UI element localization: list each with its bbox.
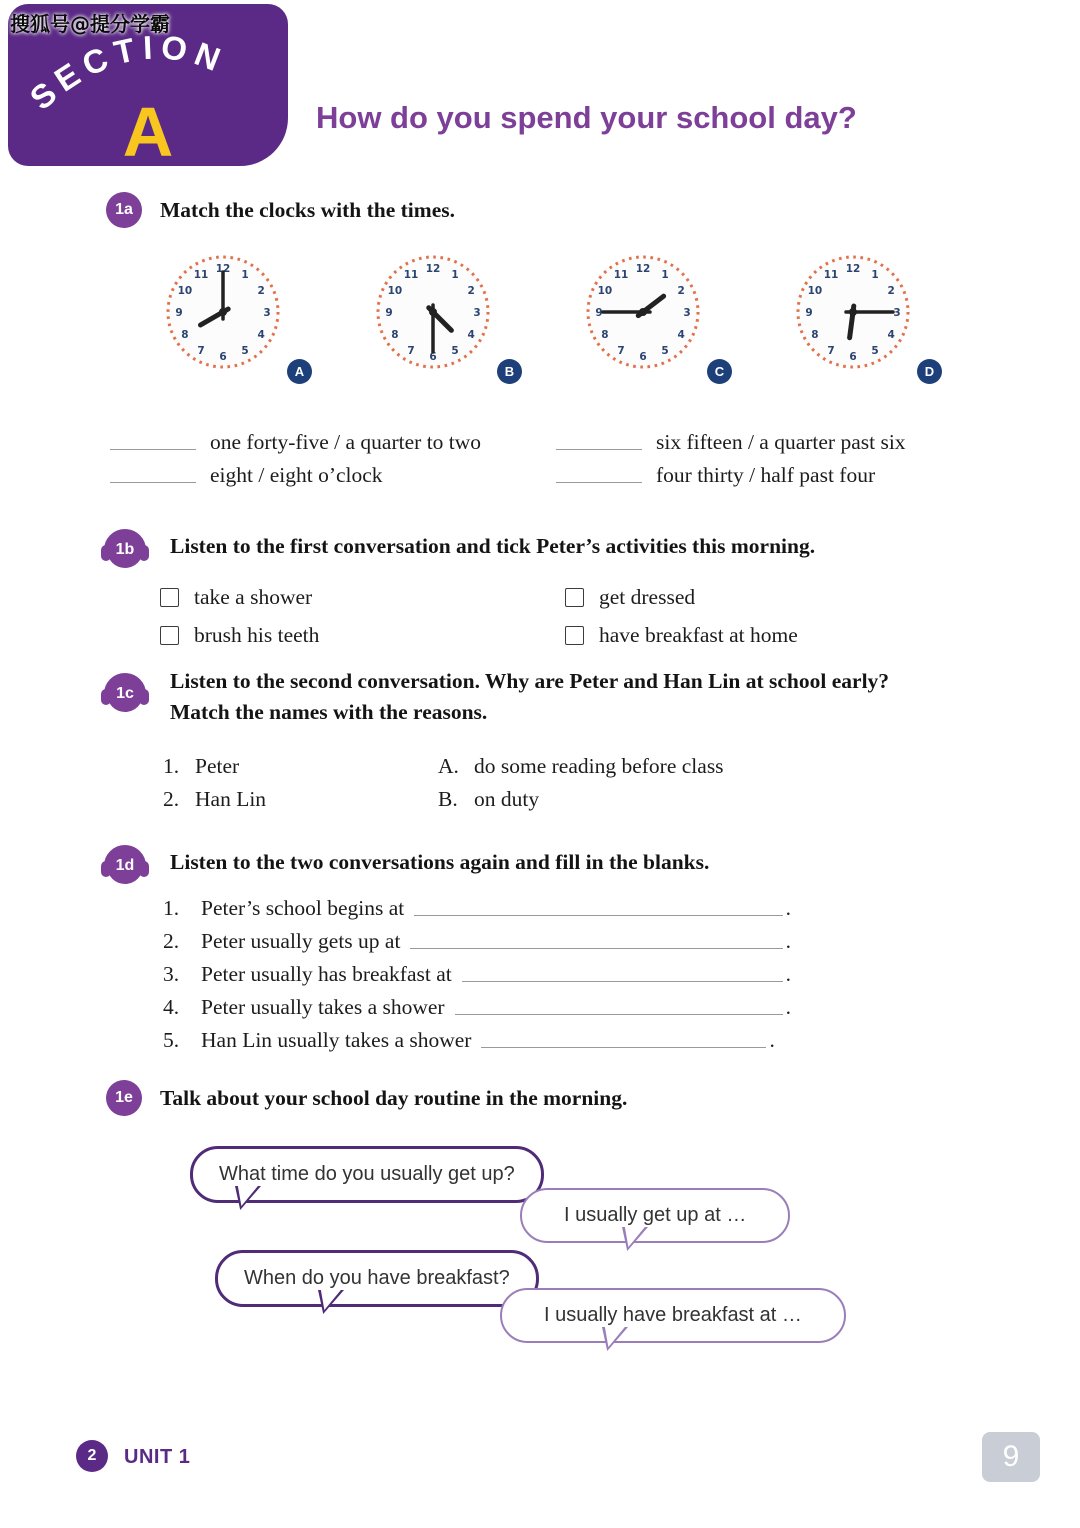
fill-item-text: Peter usually takes a shower	[201, 995, 445, 1019]
page-number: 9	[982, 1432, 1040, 1482]
clock-b	[328, 252, 538, 386]
checklist-label: get dressed	[599, 584, 696, 609]
period: .	[769, 1028, 775, 1052]
clock-c	[538, 252, 748, 386]
name-label: Peter	[195, 754, 240, 778]
exercise-1c-instruction: Listen to the second conversation. Why are Peter and Han Lin at school early? Match the names with the reasons.	[170, 669, 890, 724]
answer-blank	[110, 481, 196, 483]
fill-item	[163, 888, 791, 921]
time-option-label: six fifteen / a quarter past six	[656, 430, 906, 454]
svg-text:11: 11	[823, 268, 839, 281]
name-item	[163, 754, 438, 787]
exercise-1d-instruction: Listen to the two conversations again and fill in the blanks.	[170, 849, 710, 874]
section-letter: A	[122, 93, 174, 171]
svg-text:SECTION: SECTION	[22, 28, 232, 117]
time-option	[110, 455, 556, 488]
svg-text:8: 8	[391, 329, 399, 341]
svg-text:10: 10	[177, 285, 193, 297]
svg-text:7: 7	[197, 345, 205, 358]
time-option-label: one forty-five / a quarter to two	[210, 430, 482, 454]
clock-d-letter-badge: D	[917, 359, 942, 384]
exercise-1a-badge: 1a	[106, 192, 142, 228]
exercise-1c-badge-group	[98, 666, 152, 714]
answer-blank	[556, 481, 642, 483]
svg-text:4: 4	[887, 329, 895, 341]
exercise-1e-instruction: Talk about your school day routine in the morning.	[160, 1085, 628, 1110]
clock-c-face	[583, 252, 703, 372]
item-number: 1.	[163, 896, 180, 920]
checkbox	[565, 588, 584, 607]
bubble-text: I usually have breakfast at …	[544, 1304, 802, 1326]
item-number: 1.	[163, 754, 180, 778]
svg-text:9: 9	[595, 307, 603, 319]
svg-text:12: 12	[215, 263, 231, 275]
svg-text:7: 7	[827, 345, 835, 358]
svg-text:6: 6	[429, 351, 437, 363]
name-item	[163, 787, 438, 820]
fill-item-text: Peter usually has breakfast at	[201, 962, 452, 986]
svg-text:1: 1	[661, 268, 669, 281]
svg-text:2: 2	[257, 285, 265, 297]
checkbox	[160, 626, 179, 645]
name-label: Han Lin	[195, 787, 267, 811]
clock-d-face	[793, 252, 913, 372]
answer-blank	[462, 980, 783, 982]
period: .	[785, 929, 791, 953]
checkbox	[565, 626, 584, 645]
time-option-label: four thirty / half past four	[656, 463, 876, 487]
svg-text:6: 6	[639, 351, 647, 363]
exercise-1b-badge-group	[98, 522, 152, 570]
exercise-1b-header	[98, 522, 815, 570]
time-option	[110, 422, 556, 455]
clock-c-letter-badge: C	[707, 359, 732, 384]
clock-a-letter-badge: A	[287, 359, 312, 384]
svg-text:5: 5	[871, 345, 879, 358]
name-reason-matching	[163, 754, 724, 820]
svg-text:10: 10	[807, 285, 823, 297]
checklist-label: have breakfast at home	[599, 622, 798, 647]
item-letter: A.	[438, 754, 459, 778]
item-number: 2.	[163, 787, 180, 811]
svg-text:3: 3	[473, 307, 481, 319]
svg-text:8: 8	[811, 329, 819, 341]
svg-text:4: 4	[467, 329, 475, 341]
time-options	[110, 422, 906, 488]
time-option	[556, 455, 906, 488]
answer-blank	[414, 914, 782, 916]
svg-text:4: 4	[257, 329, 265, 341]
exercise-1c-badge: 1c	[107, 676, 143, 712]
clock-row	[118, 252, 958, 386]
clock-b-face	[373, 252, 493, 372]
exercise-1b-instruction: Listen to the first conversation and tick Peter’s activities this morning.	[170, 533, 816, 558]
speech-bubble-question-2	[215, 1250, 539, 1307]
exercise-1a-header	[106, 192, 455, 228]
fill-in-blanks-list	[163, 888, 791, 1053]
unit-label: UNIT 1	[124, 1446, 191, 1468]
fill-item	[163, 921, 791, 954]
item-number: 4.	[163, 995, 180, 1019]
exercise-1a-instruction: Match the clocks with the times.	[160, 197, 455, 222]
reason-label: on duty	[474, 787, 540, 811]
answer-blank	[410, 947, 782, 949]
checklist-item	[160, 578, 565, 616]
exercise-1e-badge: 1e	[106, 1080, 142, 1116]
svg-text:12: 12	[635, 263, 651, 275]
activity-checklist	[160, 578, 798, 654]
period: .	[785, 962, 791, 986]
answer-blank	[110, 448, 196, 450]
fill-item-text: Peter’s school begins at	[201, 896, 405, 920]
time-option-label: eight / eight o’clock	[210, 463, 383, 487]
svg-text:7: 7	[617, 345, 625, 358]
checkbox	[160, 588, 179, 607]
reason-label: do some reading before class	[474, 754, 724, 778]
svg-text:4: 4	[677, 329, 685, 341]
svg-text:10: 10	[387, 285, 403, 297]
svg-text:11: 11	[613, 268, 629, 281]
clock-a	[118, 252, 328, 386]
svg-text:5: 5	[451, 345, 459, 358]
checklist-label: brush his teeth	[194, 622, 320, 647]
speech-bubble-answer-2	[500, 1288, 846, 1343]
svg-text:11: 11	[193, 268, 209, 281]
fill-item-text: Han Lin usually takes a shower	[201, 1028, 472, 1052]
exercise-1d-badge: 1d	[107, 848, 143, 884]
svg-text:5: 5	[661, 345, 669, 358]
clock-a-face	[163, 252, 283, 372]
reason-item	[438, 754, 724, 787]
bubble-text: What time do you usually get up?	[219, 1163, 515, 1185]
svg-text:10: 10	[597, 285, 613, 297]
exercise-1b-badge: 1b	[107, 532, 143, 568]
svg-text:2: 2	[677, 285, 685, 297]
checklist-item	[565, 578, 798, 616]
clock-d	[748, 252, 958, 386]
svg-text:8: 8	[181, 329, 189, 341]
svg-text:2: 2	[887, 285, 895, 297]
svg-text:6: 6	[219, 351, 227, 363]
svg-text:9: 9	[385, 307, 393, 319]
answer-blank	[455, 1013, 783, 1015]
item-number: 5.	[163, 1028, 180, 1052]
bubble-text: I usually get up at …	[564, 1204, 747, 1226]
time-option	[556, 422, 906, 455]
speech-bubble-answer-1	[520, 1188, 790, 1243]
page-title: How do you spend your school day?	[316, 100, 857, 135]
svg-text:3: 3	[683, 307, 691, 319]
fill-item-text: Peter usually gets up at	[201, 929, 401, 953]
exercise-1e-header	[106, 1080, 627, 1116]
item-letter: B.	[438, 787, 458, 811]
exercise-1d-header	[98, 838, 709, 886]
svg-text:5: 5	[241, 345, 249, 358]
speech-bubble-question-1	[190, 1146, 544, 1203]
checklist-item	[565, 616, 798, 654]
answer-blank	[481, 1046, 766, 1048]
svg-text:1: 1	[451, 268, 459, 281]
svg-text:1: 1	[241, 268, 249, 281]
period: .	[785, 995, 791, 1019]
item-number: 3.	[163, 962, 180, 986]
answer-blank	[556, 448, 642, 450]
svg-text:7: 7	[407, 345, 415, 358]
fill-item	[163, 987, 791, 1020]
checklist-label: take a shower	[194, 584, 313, 609]
svg-text:12: 12	[845, 263, 861, 275]
clock-b-letter-badge: B	[497, 359, 522, 384]
watermark: 搜狐号@提分学霸	[10, 12, 170, 36]
period: .	[785, 896, 791, 920]
svg-text:11: 11	[403, 268, 419, 281]
item-number: 2.	[163, 929, 180, 953]
svg-text:9: 9	[175, 307, 183, 319]
bubble-text: When do you have breakfast?	[244, 1267, 510, 1289]
checklist-item	[160, 616, 565, 654]
svg-text:8: 8	[601, 329, 609, 341]
exercise-1d-badge-group	[98, 838, 152, 886]
svg-text:1: 1	[871, 268, 879, 281]
exercise-1c-header	[98, 666, 932, 728]
fill-item	[163, 954, 791, 987]
svg-text:2: 2	[467, 285, 475, 297]
unit-number-badge: 2	[76, 1440, 108, 1472]
svg-text:3: 3	[263, 307, 271, 319]
fill-item	[163, 1020, 791, 1053]
svg-text:6: 6	[849, 351, 857, 363]
svg-text:9: 9	[805, 307, 813, 319]
reason-item	[438, 787, 724, 820]
svg-text:12: 12	[425, 263, 441, 275]
svg-text:3: 3	[893, 307, 901, 319]
